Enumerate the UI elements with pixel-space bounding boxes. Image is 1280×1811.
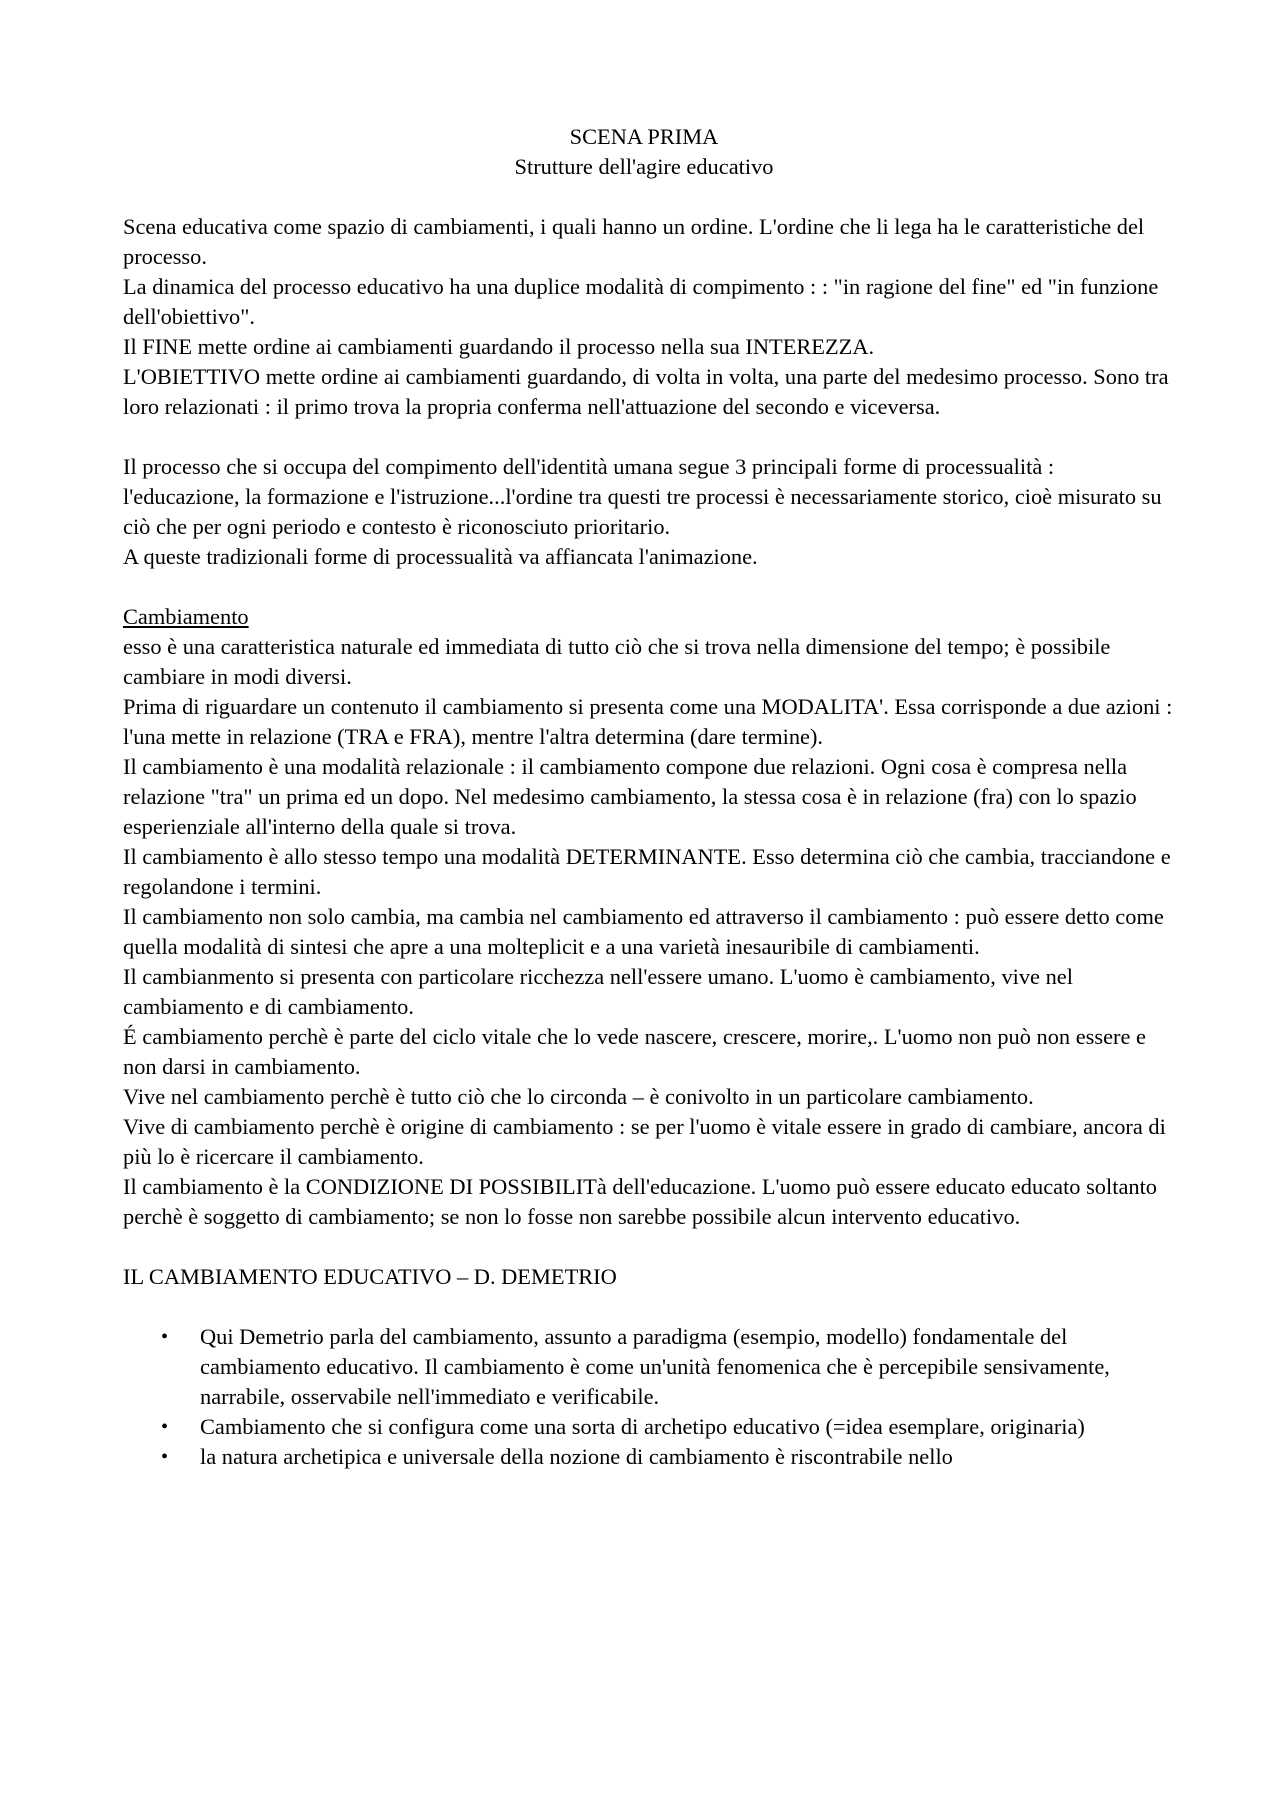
- paragraph: La dinamica del processo educativo ha una duplice modalità di compimento : : "in ragione del fine" ed "in funzione dell'obiettivo".: [123, 274, 1159, 329]
- spacer: [123, 182, 1173, 212]
- document-page: [123, 122, 1173, 1472]
- paragraph: esso è una caratteristica naturale ed immediata di tutto ciò che si trova nella dimensione del tempo; è possibile cambiare in modi diversi.: [123, 634, 1111, 689]
- list-item-text: Qui Demetrio parla del cambiamento, assunto a paradigma (esempio, modello) fondamentale del cambiamento educativo. Il cambiamento è come un'unità fenomenica che è percepibile sensivamente, narrabile, osservabile nell'immediato e verificabile.: [200, 1324, 1110, 1409]
- bullet-icon: •: [161, 1326, 169, 1348]
- paragraph: Scena educativa come spazio di cambiamenti, i quali hanno un ordine. L'ordine che li lega ha le caratteristiche del processo.: [123, 214, 1145, 269]
- paragraph: Il cambiamento è allo stesso tempo una modalità DETERMINANTE. Esso determina ciò che cambia, tracciandone e regolandone i termini.: [123, 844, 1171, 899]
- paragraph: Il cambiamento non solo cambia, ma cambia nel cambiamento ed attraverso il cambiamento : può essere detto come quella modalità di sintesi che apre a una molteplicit e a una varietà inesauribile di cambiamenti.: [123, 904, 1164, 959]
- intro-section: [123, 212, 1173, 422]
- list-item: [123, 1322, 1173, 1412]
- paragraph: Il FINE mette ordine ai cambiamenti guardando il processo nella sua INTEREZZA.: [123, 334, 875, 359]
- list-item: [123, 1442, 1173, 1472]
- paragraph: L'OBIETTIVO mette ordine ai cambiamenti guardando, di volta in volta, una parte del medesimo processo. Sono tra loro relazionati : il primo trova la propria conferma nell'attuazione del secondo e viceversa.: [123, 364, 1169, 419]
- list-item-text: Cambiamento che si configura come una sorta di archetipo educativo (=idea esemplare, originaria): [200, 1414, 1085, 1439]
- paragraph: Prima di riguardare un contenuto il cambiamento si presenta come una MODALITA'. Essa corrisponde a due azioni : l'una mette in relazione (TRA e FRA), mentre l'altra determina (dare termine).: [123, 694, 1173, 749]
- title-block: [115, 122, 1173, 182]
- paragraph: É cambiamento perchè è parte del ciclo vitale che lo vede nascere, crescere, morire,. L'uomo non può non essere e non darsi in cambiamento.: [123, 1024, 1146, 1079]
- list-item-text: la natura archetipica e universale della nozione di cambiamento è riscontrabile nello: [200, 1444, 953, 1469]
- spacer: [123, 572, 1173, 602]
- paragraph: Il cambiamento è la CONDIZIONE DI POSSIBILITà dell'educazione. L'uomo può essere educato educato soltanto perchè è soggetto di cambiamento; se non lo fosse non sarebbe possibile alcun intervento educativo.: [123, 1174, 1157, 1229]
- paragraph: Vive nel cambiamento perchè è tutto ciò che lo circonda – è conivolto in un particolare cambiamento.: [123, 1084, 1034, 1109]
- list-item: [123, 1412, 1173, 1442]
- bullet-icon: •: [161, 1446, 169, 1468]
- paragraph: A queste tradizionali forme di processualità va affiancata l'animazione.: [123, 544, 758, 569]
- paragraph: Il cambiamento è una modalità relazionale : il cambiamento compone due relazioni. Ogni cosa è compresa nella relazione "tra" un prima ed un dopo. Nel medesimo cambiamento, la stessa cosa è in relazione (fra) con lo spazio esperienziale all'interno della quale si trova.: [123, 754, 1137, 839]
- paragraph: Il processo che si occupa del compimento dell'identità umana segue 3 principali forme di processualità : l'educazione, la formazione e l'istruzione...l'ordine tra questi tre processi è necessariamente storico, cioè misurato su ciò che per ogni periodo e contesto è riconosciuto prioritario.: [123, 454, 1162, 539]
- paragraph: Il cambianmento si presenta con particolare ricchezza nell'essere umano. L'uomo è cambiamento, vive nel cambiamento e di cambiamento.: [123, 964, 1073, 1019]
- change-section: [123, 602, 1173, 1232]
- page-subtitle: Strutture dell'agire educativo: [514, 154, 774, 179]
- spacer: [123, 1292, 1173, 1322]
- demetrio-heading: IL CAMBIAMENTO EDUCATIVO – D. DEMETRIO: [123, 1264, 617, 1289]
- page-title: SCENA PRIMA: [569, 124, 719, 149]
- spacer: [123, 1232, 1173, 1262]
- process-section: [123, 452, 1173, 572]
- bullet-list: [123, 1322, 1173, 1472]
- spacer: [123, 422, 1173, 452]
- paragraph: Vive di cambiamento perchè è origine di cambiamento : se per l'uomo è vitale essere in grado di cambiare, ancora di più lo è ricercare il cambiamento.: [123, 1114, 1166, 1169]
- bullet-icon: •: [161, 1416, 169, 1438]
- section-heading: Cambiamento: [123, 604, 249, 629]
